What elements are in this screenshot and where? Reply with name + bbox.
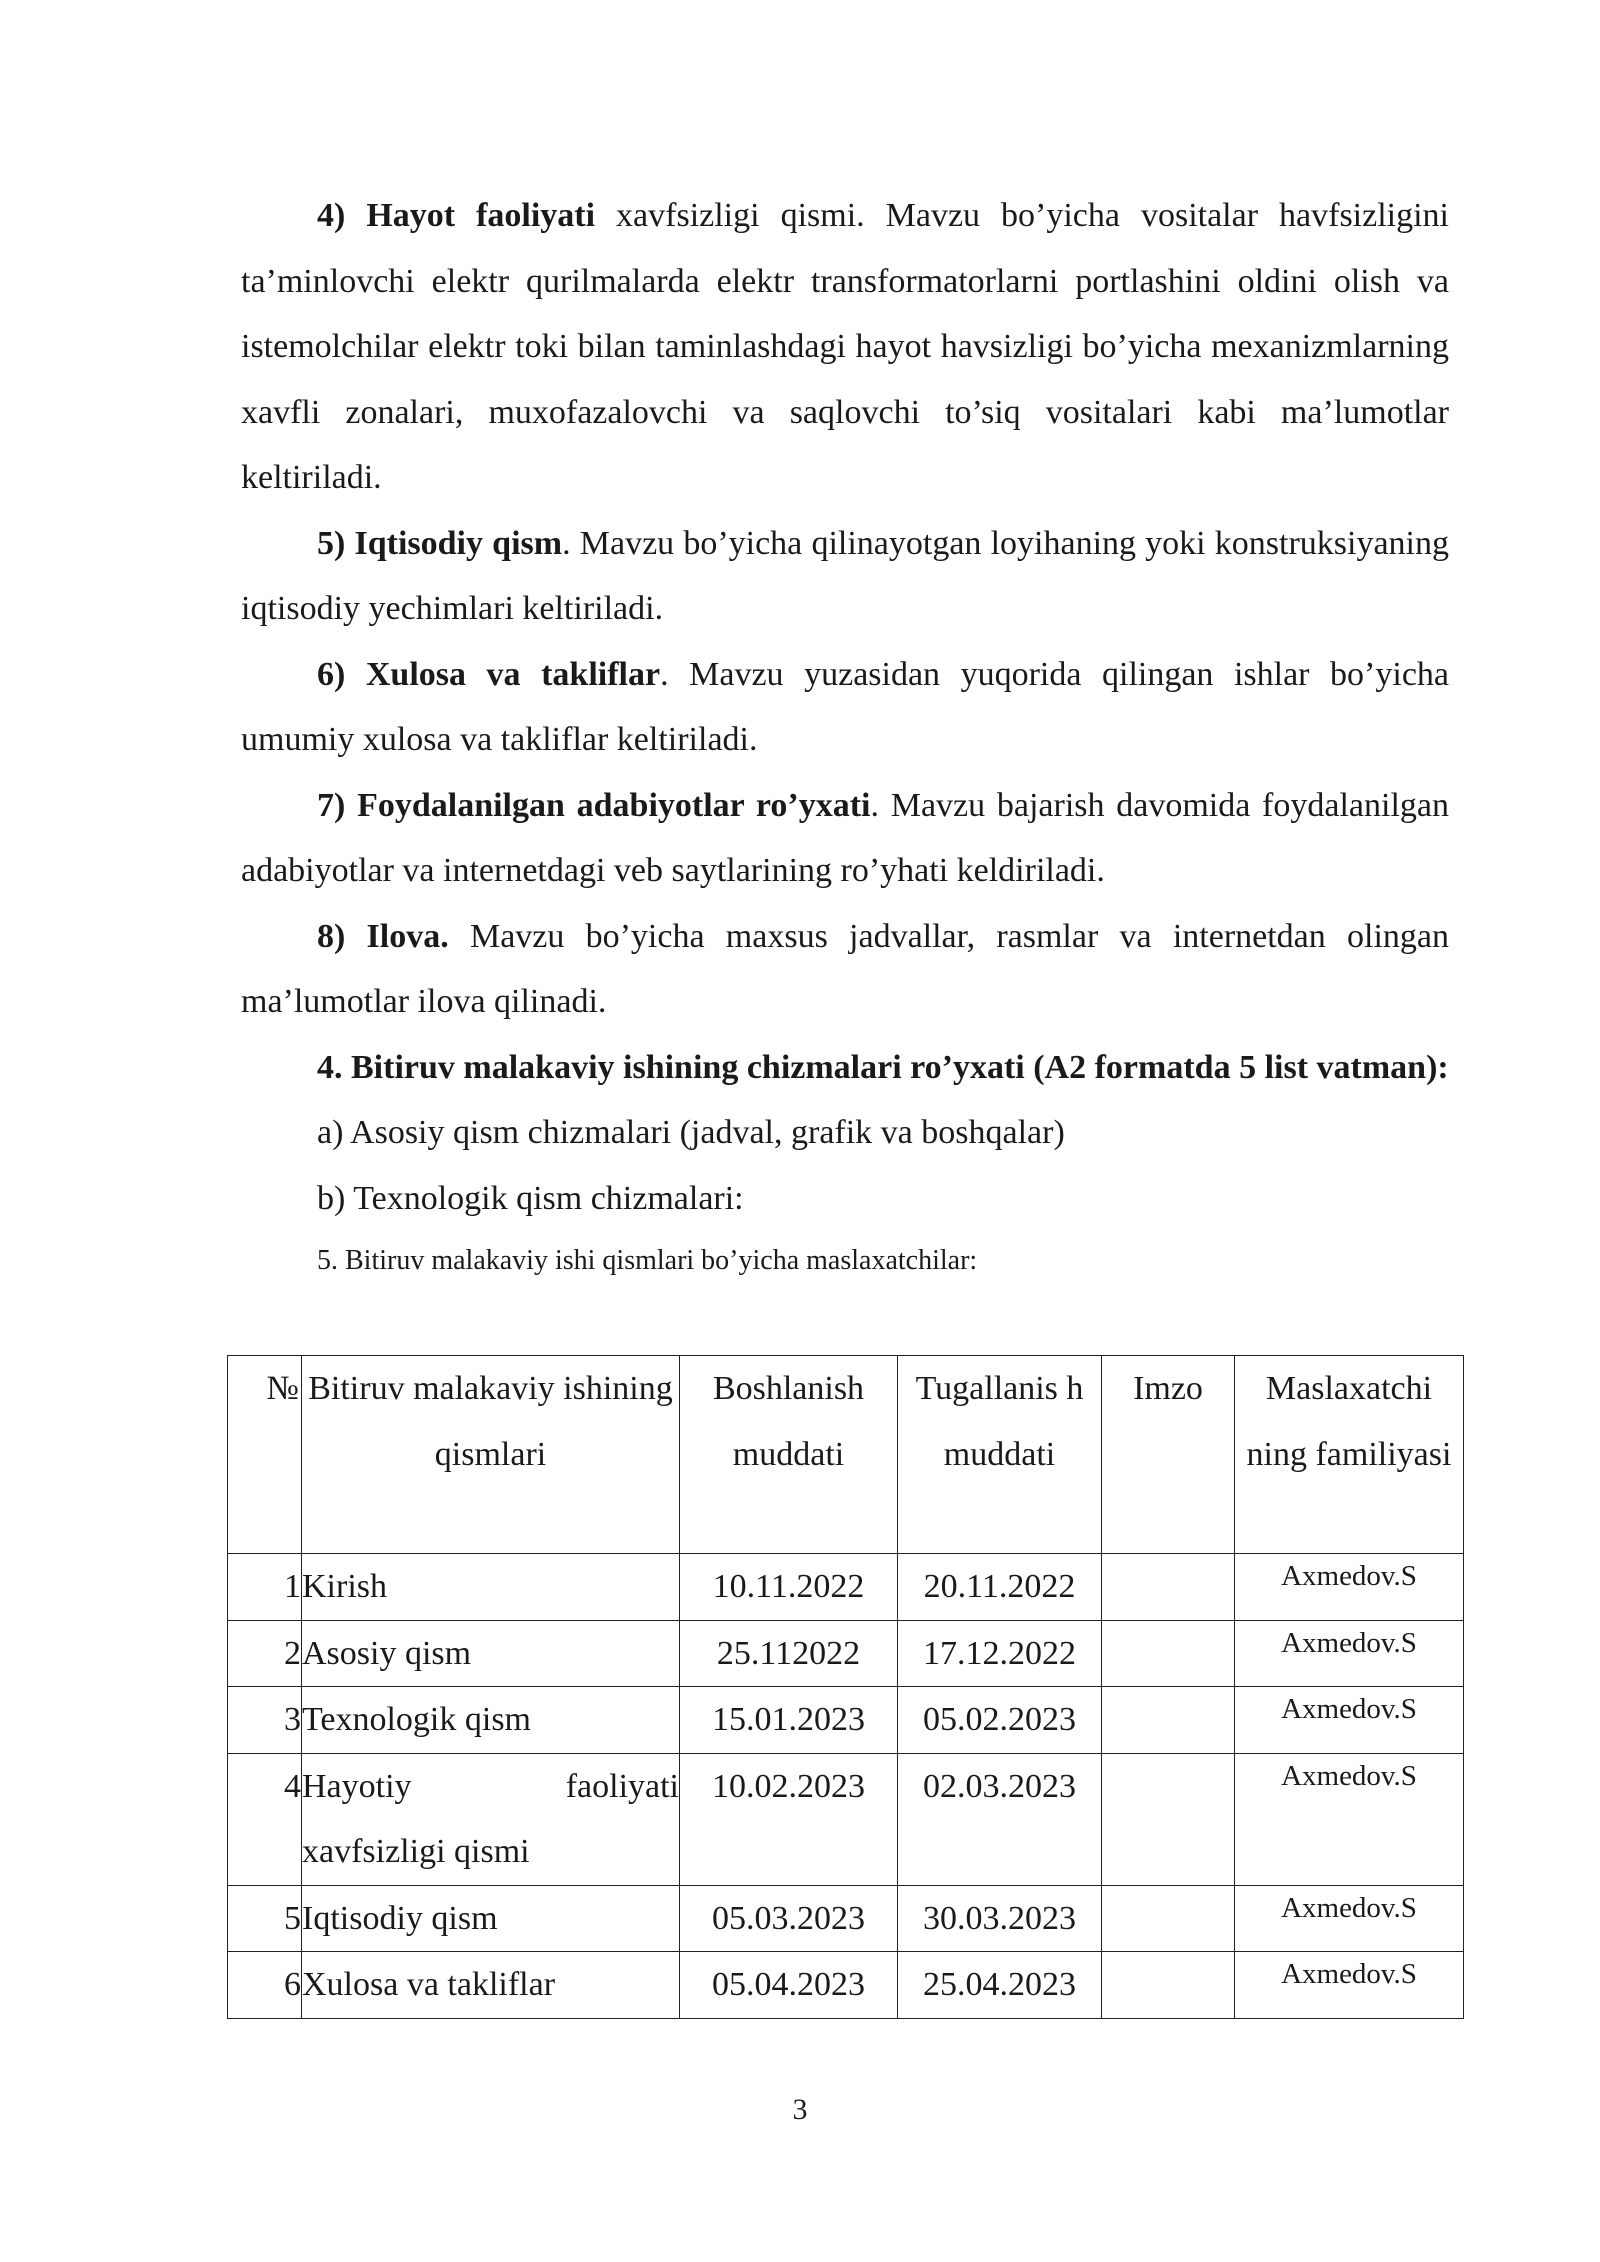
row-start: 10.02.2023 bbox=[680, 1753, 898, 1885]
section-safety-title: 4) Hayot faoliyati bbox=[317, 197, 596, 234]
section-conclusion-title: 6) Xulosa va takliflar bbox=[317, 655, 661, 693]
header-sign: Imzo bbox=[1102, 1356, 1235, 1554]
row-consultant: Axmedov.S bbox=[1235, 1952, 1464, 2019]
row-consultant: Axmedov.S bbox=[1235, 1554, 1464, 1621]
table-header-row bbox=[228, 1356, 1464, 1554]
section-references-text: . Mavzu bajarish davomida foydalanilgan adabiyotlar va internetdagi veb saytlarining ro’yhati keldiriladi. bbox=[241, 786, 1449, 889]
row-sign bbox=[1102, 1687, 1235, 1754]
row-part: Asosiy qism bbox=[302, 1620, 680, 1687]
row-part bbox=[302, 1753, 680, 1885]
table-row bbox=[228, 1885, 1464, 1952]
row-start: 10.11.2022 bbox=[680, 1554, 898, 1621]
section-safety-text: xavfsizligi qismi. Mavzu bo’yicha vositalar havfsizligini ta’minlovchi elektr qurilmalarda elektr transformatorlarni portlashini oldini olish va istemolchilar elektr toki bilan taminlashdagi hayot havsizligi bo’yicha mexanizmlarning xavfli zonalari, muxofazalovchi va saqlovchi to’siq vositalari kabi ma’lumotlar keltiriladi. bbox=[241, 197, 1449, 496]
table-row bbox=[228, 1687, 1464, 1754]
row-sign bbox=[1102, 1620, 1235, 1687]
table-row bbox=[228, 1753, 1464, 1885]
consultants-caption: 5. Bitiruv malakaviy ishi qismlari bo’yicha maslaxatchilar: bbox=[317, 1245, 978, 1276]
section-economic-text: . Mavzu bo’yicha qilinayotgan loyihaning yoki konstruksiyaning iqtisodiy yechimlari keltiriladi. bbox=[241, 524, 1450, 627]
row-part: Kirish bbox=[302, 1554, 680, 1621]
row-part: Texnologik qism bbox=[302, 1687, 680, 1754]
section-conclusion bbox=[241, 642, 1449, 773]
section-economic bbox=[241, 511, 1449, 642]
section-safety bbox=[241, 183, 1449, 511]
row-end: 17.12.2022 bbox=[898, 1620, 1102, 1687]
row-part-line: xavfsizligi qismi bbox=[302, 1833, 530, 1870]
row-consultant: Axmedov.S bbox=[1235, 1885, 1464, 1952]
row-end: 20.11.2022 bbox=[898, 1554, 1102, 1621]
drawings-heading: 4. Bitiruv malakaviy ishining chizmalari ro’yxati (A2 formatda 5 list vatman): bbox=[317, 1048, 1449, 1086]
header-start: Boshlanish muddati bbox=[680, 1356, 898, 1554]
row-number: 5 bbox=[228, 1885, 302, 1952]
section-references-title: 7) Foydalanilgan adabiyotlar ro’yxati bbox=[317, 786, 871, 824]
row-number: 1 bbox=[228, 1554, 302, 1621]
header-consultant: Maslaxatchi ning familiyasi bbox=[1235, 1356, 1464, 1554]
document-body bbox=[241, 183, 1449, 1291]
row-end: 25.04.2023 bbox=[898, 1952, 1102, 2019]
row-consultant: Axmedov.S bbox=[1235, 1687, 1464, 1754]
section-economic-title: 5) Iqtisodiy qism bbox=[317, 524, 563, 562]
row-number: 2 bbox=[228, 1620, 302, 1687]
drawings-item-technological: b) Texnologik qism chizmalari: bbox=[317, 1179, 744, 1217]
row-part: Iqtisodiy qism bbox=[302, 1885, 680, 1952]
row-number: 4 bbox=[228, 1753, 302, 1885]
row-consultant: Axmedov.S bbox=[1235, 1753, 1464, 1885]
row-end: 05.02.2023 bbox=[898, 1687, 1102, 1754]
row-start: 15.01.2023 bbox=[680, 1687, 898, 1754]
drawings-item-main: a) Asosiy qism chizmalari (jadval, grafik va boshqalar) bbox=[317, 1114, 1065, 1151]
section-appendix bbox=[241, 904, 1449, 1035]
section-appendix-text: Mavzu bo’yicha maxsus jadvallar, rasmlar va internetdan olingan ma’lumotlar ilova qilinadi. bbox=[241, 917, 1449, 1020]
table-row bbox=[228, 1952, 1464, 2019]
row-start: 05.03.2023 bbox=[680, 1885, 898, 1952]
row-sign bbox=[1102, 1952, 1235, 2019]
row-start: 25.112022 bbox=[680, 1620, 898, 1687]
row-part-word: faoliyati bbox=[565, 1767, 679, 1805]
row-sign bbox=[1102, 1554, 1235, 1621]
consultants-table bbox=[227, 1355, 1464, 2019]
row-part-word: Hayotiy bbox=[302, 1767, 412, 1805]
section-conclusion-text: . Mavzu yuzasidan yuqorida qilingan ishlar bo’yicha umumiy xulosa va takliflar keltiriladi. bbox=[241, 655, 1450, 758]
table-row bbox=[228, 1620, 1464, 1687]
row-start: 05.04.2023 bbox=[680, 1952, 898, 2019]
row-part-line bbox=[302, 1754, 679, 1820]
header-number: № bbox=[228, 1356, 302, 1554]
header-part: Bitiruv malakaviy ishining qismlari bbox=[302, 1356, 680, 1554]
section-appendix-title: 8) Ilova. bbox=[317, 917, 449, 955]
table-row bbox=[228, 1554, 1464, 1621]
row-end: 30.03.2023 bbox=[898, 1885, 1102, 1952]
row-end: 02.03.2023 bbox=[898, 1753, 1102, 1885]
page-number: 3 bbox=[792, 2093, 808, 2126]
row-consultant: Axmedov.S bbox=[1235, 1620, 1464, 1687]
row-sign bbox=[1102, 1753, 1235, 1885]
row-part: Xulosa va takliflar bbox=[302, 1952, 680, 2019]
row-sign bbox=[1102, 1885, 1235, 1952]
row-number: 3 bbox=[228, 1687, 302, 1754]
row-number: 6 bbox=[228, 1952, 302, 2019]
section-references bbox=[241, 773, 1449, 904]
header-end: Tugallanis h muddati bbox=[898, 1356, 1102, 1554]
